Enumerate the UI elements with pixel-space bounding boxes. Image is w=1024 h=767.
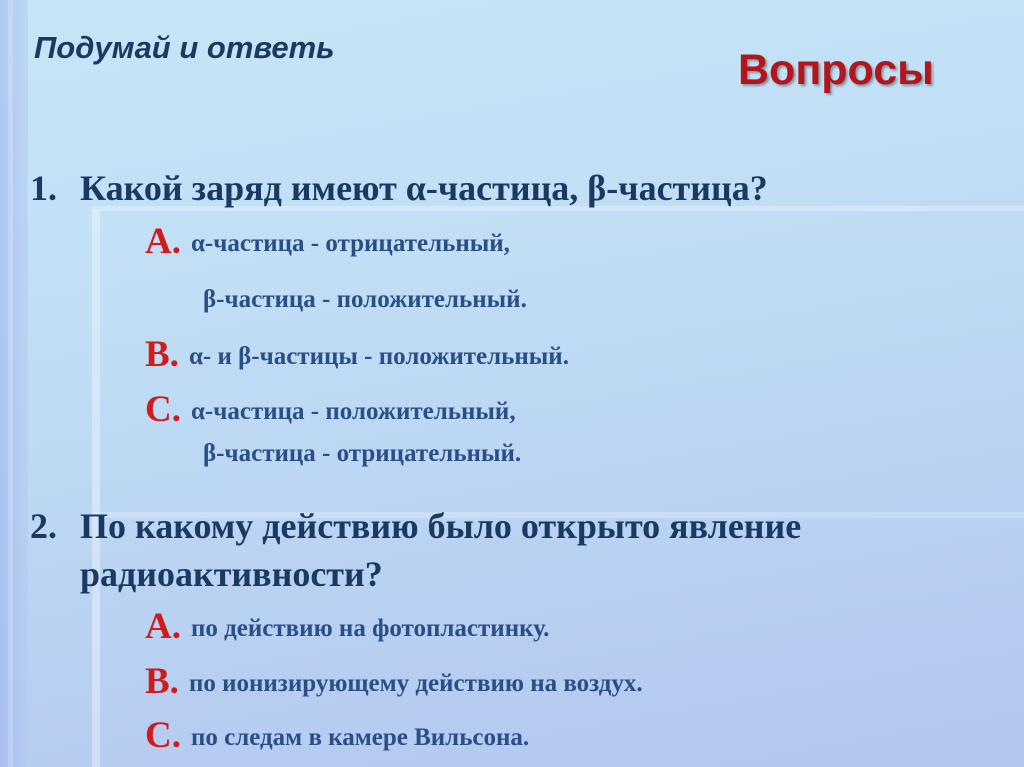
option-1c-continued: β-частица - отрицательный. — [203, 440, 522, 467]
option-letter: А. — [145, 221, 181, 262]
question-text: Какой заряд имеют α-частица, β-частица? — [80, 168, 768, 208]
option-text: по следам в камере Вильсона. — [190, 724, 530, 751]
question-number: 2. — [30, 506, 57, 546]
decorative-stripe — [92, 210, 100, 767]
slide-subtitle: Подумай и ответь — [34, 30, 335, 65]
option-letter: В. — [145, 661, 179, 702]
option-letter: С. — [145, 389, 181, 430]
decorative-left-band — [0, 0, 28, 767]
question-number: 1. — [30, 168, 57, 208]
question-text: По какому действию было открыто явление — [80, 506, 802, 546]
decorative-stripe — [8, 0, 13, 767]
question-2-continued: радиоактивности? — [80, 554, 383, 594]
option-text: по действию на фотопластинку. — [190, 615, 550, 642]
option-text: α-частица - положительный, — [190, 398, 516, 425]
option-text: α- и β-частицы - положительный. — [188, 343, 569, 370]
option-1a-continued: β-частица - положительный. — [203, 286, 527, 313]
option-letter: А. — [145, 606, 181, 647]
option-text: по ионизирующему действию на воздух. — [188, 670, 643, 697]
option-letter: С. — [145, 715, 181, 756]
option-text: α-частица - отрицательный, — [190, 230, 510, 257]
option-2b — [145, 660, 643, 703]
option-1a — [145, 220, 510, 263]
option-2c — [145, 714, 529, 757]
option-2a — [145, 605, 549, 648]
option-letter: В. — [145, 334, 179, 375]
option-1b — [145, 333, 569, 376]
slide-title: Вопросы — [738, 46, 934, 94]
option-1c — [145, 388, 516, 431]
